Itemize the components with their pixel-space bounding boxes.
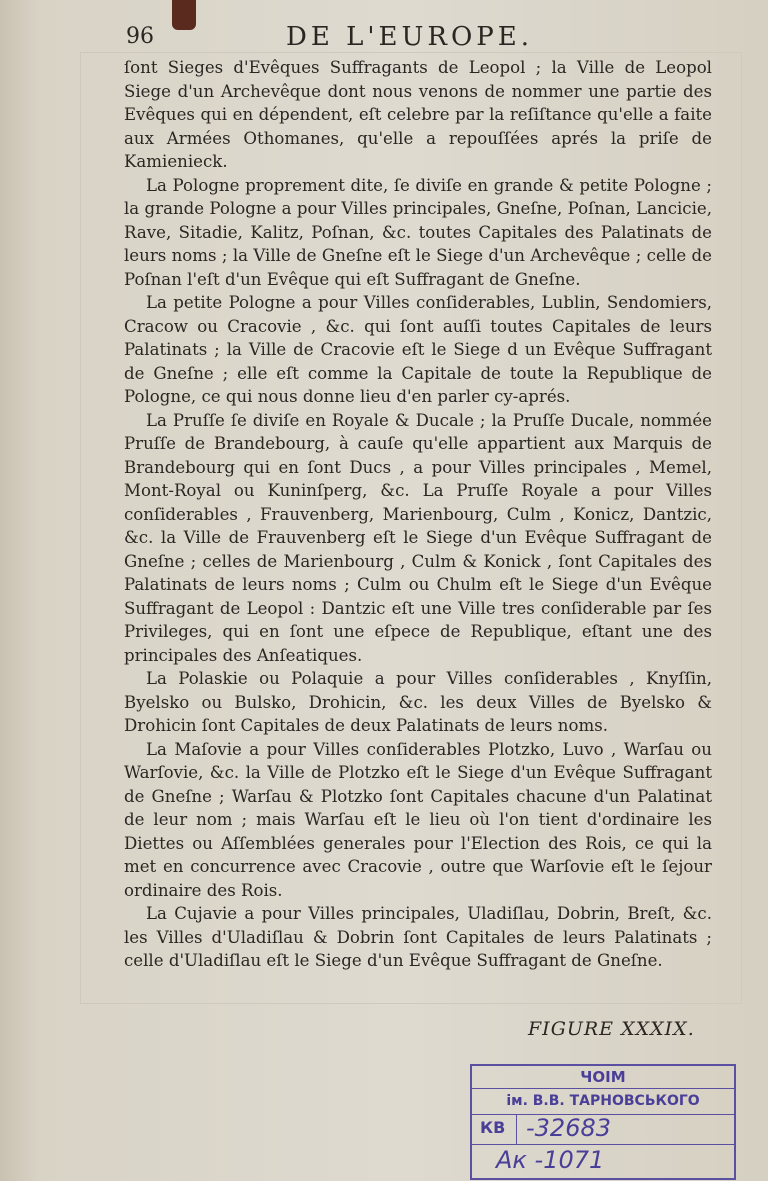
running-title: DE L'EUROPE. (286, 22, 534, 52)
paragraph: La petite Pologne a pour Villes conſiderables, Lublin, Sendomiers, Cracow ou Cracovie , &c. qui ſont auſſi toutes Capitales de leurs Palatinats ; la Ville de Cracovie eſt le Siege d un Evêque Suffragant de Gneſne ; elle eſt comme la Capitale de toute la Republique de Pologne, ce qui nous donne lieu d'en parler cy-aprés. (124, 293, 712, 406)
stamp-institution: ЧОІМ (472, 1066, 734, 1089)
paragraph: La Cujavie a pour Villes principales, Uladiſlau, Dobrin, Breſt, &c. les Villes d'Uladiſlau & Dobrin ſont Capitales de leurs Palatinats ; celle d'Uladiſlau eſt le Siege d'un Evêque Suffragant de Gneſne. (124, 904, 712, 970)
stamp-ak-number: Ак -1071 (496, 1146, 605, 1174)
stamp-inventory-row (472, 1114, 734, 1145)
paragraph: La Polaskie ou Polaquie a pour Villes conſiderables , Knyſſin, Byelsko ou Bulsko, Drohicin, &c. les deux Villes de Byelsko & Drohicin ſont Capitales de deux Palatinats de leurs noms. (124, 669, 712, 735)
page-number: 96 (126, 24, 154, 49)
stamp-divider (516, 1114, 517, 1144)
stamp-ak-row (472, 1144, 734, 1176)
stamp-inventory-number: -32683 (526, 1114, 612, 1142)
library-stamp (470, 1064, 736, 1180)
figure-label: FIGURE XXXIX. (528, 1018, 695, 1040)
stamp-code: КВ (480, 1118, 506, 1137)
paragraph: La Pologne proprement dite, ſe diviſe en grande & petite Pologne ; la grande Pologne a pour Villes principales, Gneſne, Poſnan, Lancicie, Rave, Sitadie, Kalitz, Poſnan, &c. toutes Capitales des Palatinats de leurs noms ; la Ville de Gneſne eſt le Siege d'un Archevêque ; celle de Poſnan l'eſt d'un Evêque qui eſt Suffragant de Gneſne. (124, 175, 712, 289)
paragraph: La Maſovie a pour Villes conſiderables Plotzko, Luvo , Warſau ou Warſovie, &c. la Ville de Plotzko eſt le Siege d'un Evêque Suffragant de Gneſne ; Warſau & Plotzko ſont Capitales chacune d'un Palatinat de leur nom ; mais Warſau eſt le lieu où l'on tient d'ordinaire les Diettes ou Aſſemblées generales pour l'Election des Rois, ce qui la met en concurrence avec Cracovie , outre que Warſovie eſt le ſejour ordinaire des Rois. (124, 739, 712, 900)
paragraph: ſont Sieges d'Evêques Suffragants de Leopol ; la Ville de Leopol Siege d'un Archevêque dont nous venons de nommer une partie des Evêques qui en dépendent, eſt celebre par la reſiſtance qu'elle a faite aux Armées Othomanes, qu'elle a repouſſées aprés la priſe de Kamienieck. (124, 58, 712, 171)
stamp-institution-name: ім. В.В. ТАРНОВСЬКОГО (472, 1088, 734, 1115)
paragraph: La Pruſſe ſe diviſe en Royale & Ducale ; la Pruſſe Ducale, nommée Pruſſe de Brandebourg, à cauſe qu'elle appartient aux Marquis de Brandebourg qui en ſont Ducs , a pour Villes principales , Memel, Mont-Royal ou Kuninſperg, &c. La Pruſſe Royale a pour Villes conſiderables , Frauvenberg, Marienbourg, Culm , Konicz, Dantzic, &c. la Ville de Frauvenberg eſt le Siege d'un Evêque Suffragant de Gneſne ; celles de Marienbourg , Culm & Konick , ſont Capitales des Palatinats de leurs noms ; Culm ou Chulm eſt le Siege d'un Evêque Suffragant de Leopol : Dantzic eſt une Ville tres conſiderable par ſes Privileges, qui en ſont une eſpece de Republique, eſtant une des principales des Anſeatiques. (124, 410, 712, 665)
body-text (124, 56, 712, 973)
